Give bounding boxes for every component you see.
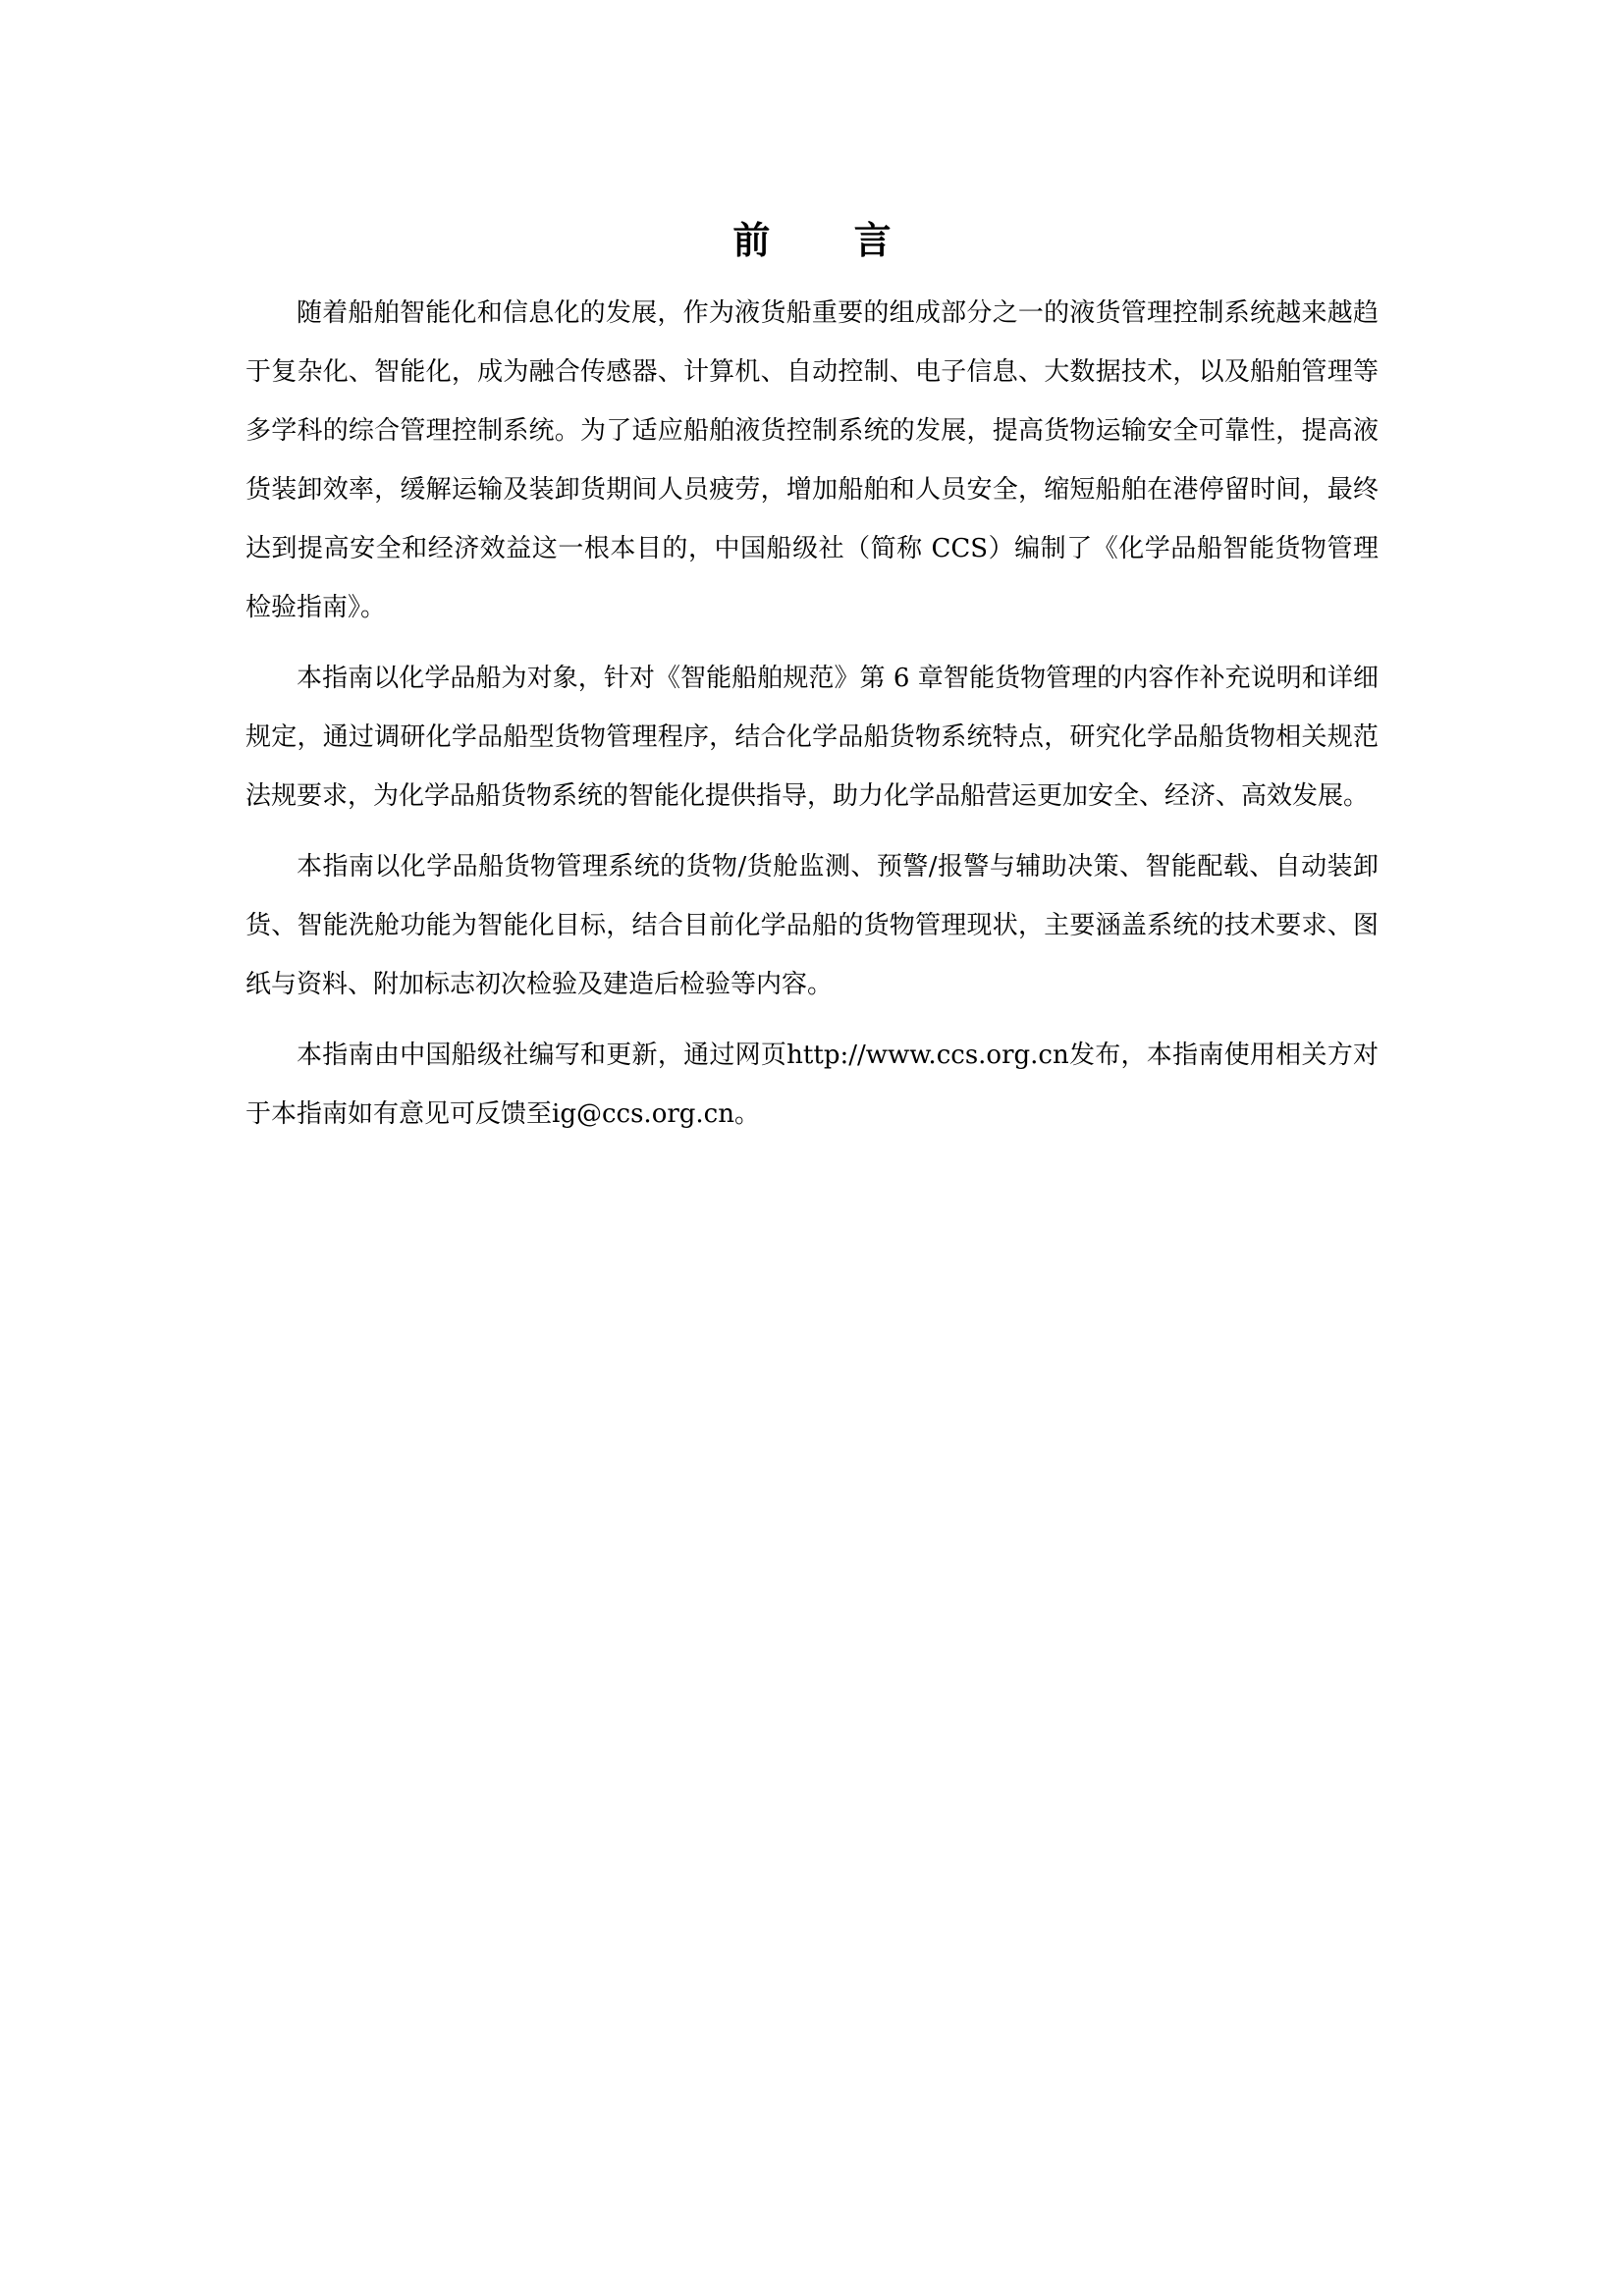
page-title: 前 言 <box>732 219 927 262</box>
preface-section <box>245 201 1379 1155</box>
paragraph-2: 本指南以化学品船为对象，针对《智能船舶规范》第 6 章智能货物管理的内容作补充说明和详细规定，通过调研化学品船型货物管理程序，结合化学品船货物系统特点，研究化学品船货物相关规范法规要求，为化学品船货物系统的智能化提供指导，助力化学品船营运更加安全、经济、高效发展。 <box>245 664 1379 811</box>
paragraph-3: 本指南以化学品船货物管理系统的货物/货舱监测、预警/报警与辅助决策、智能配载、自动装卸货、智能洗舱功能为智能化目标，结合目前化学品船的货物管理现状，主要涵盖系统的技术要求、图纸与资料、附加标志初次检验及建造后检验等内容。 <box>245 852 1379 999</box>
paragraph-4: 本指南由中国船级社编写和更新，通过网页http://www.ccs.org.cn发布，本指南使用相关方对于本指南如有意见可反馈至ig@ccs.org.cn。 <box>245 1041 1379 1129</box>
paragraph-1: 随着船舶智能化和信息化的发展，作为液货船重要的组成部分之一的液货管理控制系统越来越趋于复杂化、智能化，成为融合传感器、计算机、自动控制、电子信息、大数据技术，以及船舶管理等多学科的综合管理控制系统。为了适应船舶液货控制系统的发展，提高货物运输安全可靠性，提高液货装卸效率，缓解运输及装卸货期间人员疲劳，增加船舶和人员安全，缩短船舶在港停留时间，最终达到提高安全和经济效益这一根本目的，中国船级社（简称 CCS）编制了《化学品船智能货物管理检验指南》。 <box>245 298 1379 622</box>
